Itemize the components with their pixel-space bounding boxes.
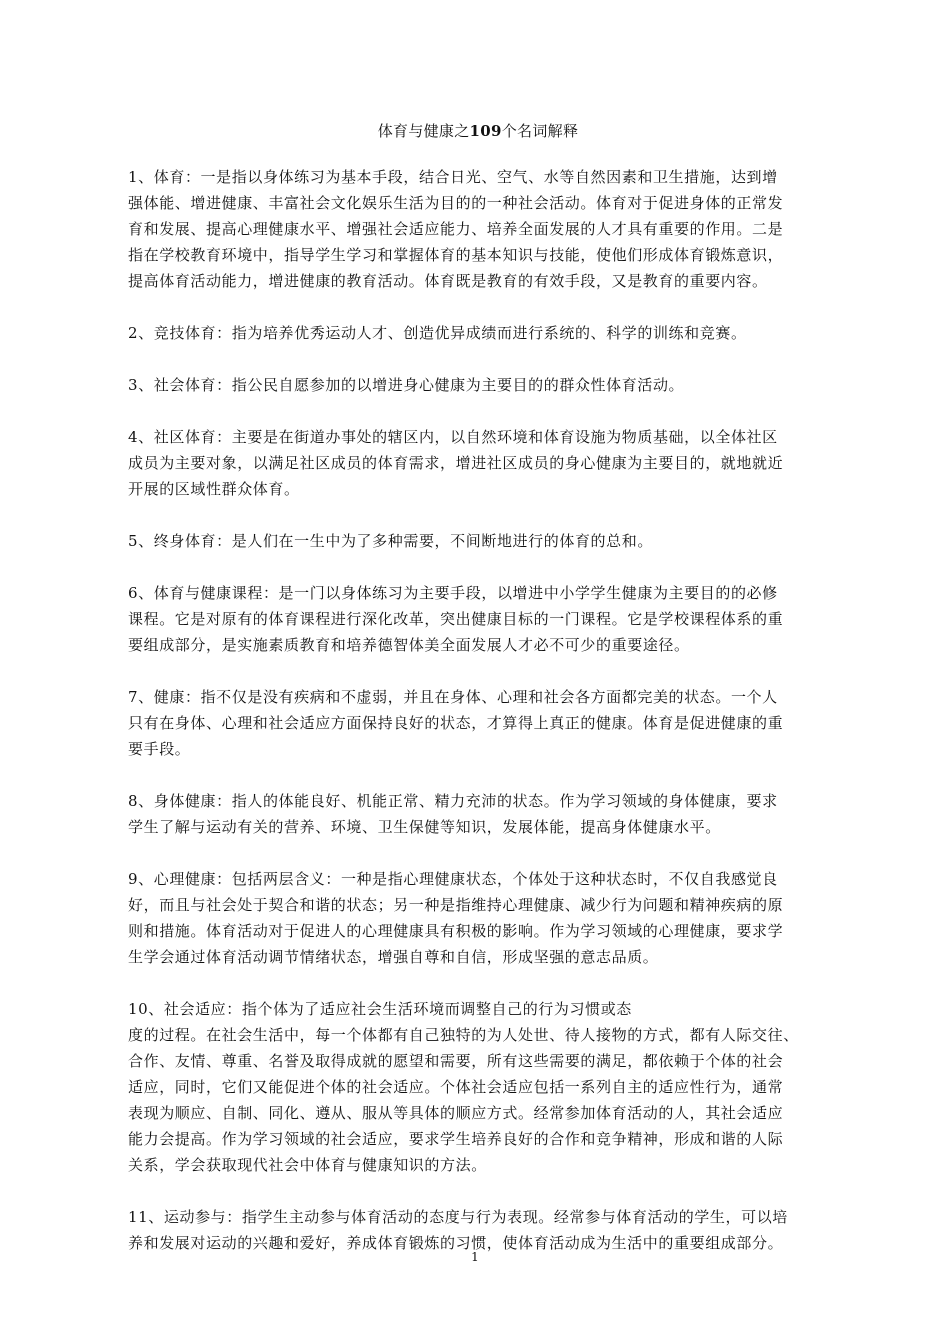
title-suffix: 个名词解释 (501, 122, 579, 140)
document-title (128, 120, 828, 142)
text-line: 能力会提高。作为学习领域的社会适应，要求学生培养良好的合作和竞争精神，形成和谐的人际 (128, 1130, 784, 1148)
text-line: 养和发展对运动的兴趣和爱好，养成体育锻炼的习惯，使体育活动成为生活中的重要组成部分。 (128, 1234, 784, 1252)
text-line: 好，而且与社会处于契合和谐的状态；另一种是指维持心理健康、减少行为问题和精神疾病的原 (128, 896, 784, 914)
definition-paragraph (128, 788, 828, 840)
definition-paragraph (128, 1204, 828, 1256)
text-line: 提高体育活动能力，增进健康的教育活动。体育既是教育的有效手段，又是教育的重要内容。 (128, 272, 768, 290)
definition-paragraph (128, 372, 828, 398)
definition-paragraph (128, 866, 828, 970)
text-line: 11、运动参与：指学生主动参与体育活动的态度与行为表现。经常参与体育活动的学生，可以培 (128, 1208, 788, 1226)
text-line: 生学会通过体育活动调节情绪状态，增强自尊和自信，形成坚强的意志品质。 (128, 948, 659, 966)
text-line: 7、健康：指不仅是没有疾病和不虚弱，并且在身体、心理和社会各方面都完美的状态。一个人 (128, 688, 778, 706)
text-line: 3、社会体育：指公民自愿参加的以增进身心健康为主要目的的群众性体育活动。 (128, 376, 685, 394)
text-line: 育和发展、提高心理健康水平、增强社会适应能力、培养全面发展的人才具有重要的作用。二是 (128, 220, 784, 238)
text-line: 适应，同时，它们又能促进个体的社会适应。个体社会适应包括一系列自主的适应性行为，通常 (128, 1078, 784, 1096)
definition-paragraph (128, 320, 828, 346)
definition-paragraph (128, 996, 828, 1178)
text-line: 学生了解与运动有关的营养、环境、卫生保健等知识，发展体能，提高身体健康水平。 (128, 818, 721, 836)
text-line: 8、身体健康：指人的体能良好、机能正常、精力充沛的状态。作为学习领域的身体健康，要求 (128, 792, 778, 810)
text-line: 则和措施。体育活动对于促进人的心理健康具有积极的影响。作为学习领域的心理健康，要求学 (128, 922, 784, 940)
text-line: 指在学校教育环境中，指导学生学习和掌握体育的基本知识与技能，使他们形成体育锻炼意识， (128, 246, 784, 264)
text-line: 4、社区体育：主要是在街道办事处的辖区内，以自然环境和体育设施为物质基础，以全体社区 (128, 428, 778, 446)
definition-paragraph (128, 528, 828, 554)
text-line: 5、终身体育：是人们在一生中为了多种需要，不间断地进行的体育的总和。 (128, 532, 653, 550)
text-line: 要组成部分，是实施素质教育和培养德智体美全面发展人才必不可少的重要途径。 (128, 636, 690, 654)
text-line: 表现为顺应、自制、同化、遵从、服从等具体的顺应方式。经常参加体育活动的人，其社会适应 (128, 1104, 784, 1122)
text-line: 开展的区域性群众体育。 (128, 480, 300, 498)
definition-paragraph (128, 424, 828, 502)
page-number: 1 (471, 1250, 479, 1264)
text-line: 6、体育与健康课程：是一门以身体练习为主要手段，以增进中小学学生健康为主要目的的必修 (128, 584, 778, 602)
definition-paragraph (128, 684, 828, 762)
title-prefix: 体育与健康之 (377, 122, 470, 140)
text-line: 只有在身体、心理和社会适应方面保持良好的状态，才算得上真正的健康。体育是促进健康的重 (128, 714, 784, 732)
definition-paragraph (128, 580, 828, 658)
title-number: 109 (469, 122, 502, 140)
text-line: 合作、友情、尊重、名誉及取得成就的愿望和需要，所有这些需要的满足，都依赖于个体的社会 (128, 1052, 784, 1070)
text-line: 强体能、增进健康、丰富社会文化娱乐生活为目的的一种社会活动。体育对于促进身体的正常发 (128, 194, 784, 212)
text-line: 9、心理健康：包括两层含义：一种是指心理健康状态，个体处于这种状态时，不仅自我感觉良 (128, 870, 778, 888)
text-line: 关系，学会获取现代社会中体育与健康知识的方法。 (128, 1156, 487, 1174)
text-line: 2、竞技体育：指为培养优秀运动人才、创造优异成绩而进行系统的、科学的训练和竞赛。 (128, 324, 747, 342)
text-line: 要手段。 (128, 740, 191, 758)
text-line: 课程。它是对原有的体育课程进行深化改革，突出健康目标的一门课程。它是学校课程体系的重 (128, 610, 784, 628)
text-line: 1、体育：一是指以身体练习为基本手段，结合日光、空气、水等自然因素和卫生措施，达到增 (128, 168, 778, 186)
definition-paragraph (128, 164, 828, 294)
text-line: 成员为主要对象，以满足社区成员的体育需求，增进社区成员的身心健康为主要目的，就地就近 (128, 454, 784, 472)
text-line: 度的过程。在社会生活中，每一个体都有自己独特的为人处世、待人接物的方式，都有人际交往、 (128, 1026, 799, 1044)
document-body (128, 164, 828, 1282)
text-line: 10、社会适应：指个体为了适应社会生活环境而调整自己的行为习惯或态 (128, 1000, 632, 1018)
